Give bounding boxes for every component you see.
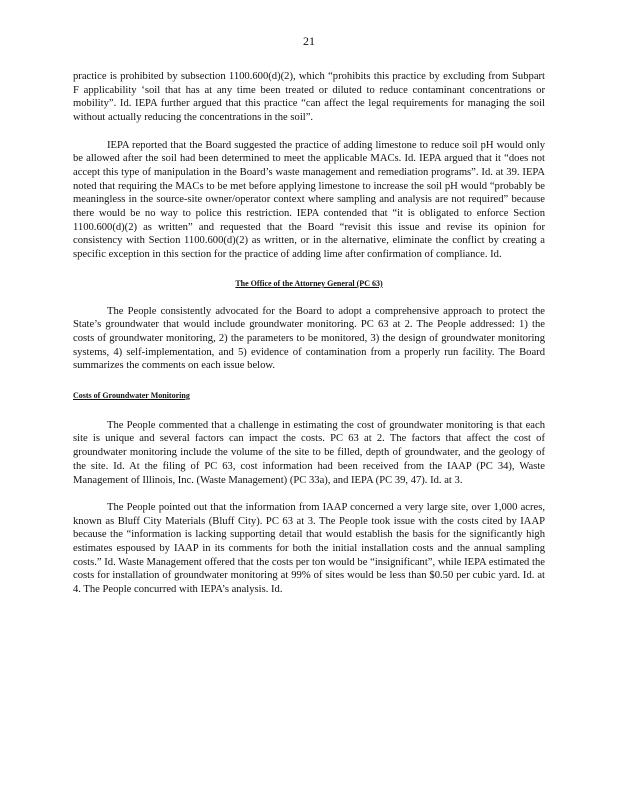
section-heading-attorney-general: The Office of the Attorney General (PC 63) [235,278,383,288]
paragraph-people-approach: The People consistently advocated for the Board to adopt a comprehensive approach to protect the State’s groundwater that would include groundwater monitoring. PC 63 at 2. The People addressed: 1) the costs of groundwater monitoring, 2) the parameters to be monitored, 3) the design of groundwater monitoring systems, 4) self-implementation, and 5) evidence of contamination from a properly run facility. The Board summarizes the comments on each issue below. [73,305,545,372]
paragraph-iepa-subsection: practice is prohibited by subsection 1100.600(d)(2), which “prohibits this practice by excluding from Subpart F applicability ‘soil that has at any time been treated or diluted to reduce contaminant concentrations or mobility”. Id. IEPA further argued that this practice “can affect the legal requirements for managing the soil without actually reducing the concentrations in the soil”. [73,71,545,124]
subsection-heading-costs: Costs of Groundwater Monitoring [73,391,190,401]
page-body [73,70,545,597]
paragraph-people-costs: The People commented that a challenge in estimating the cost of groundwater monitoring is that each site is unique and several factors can impact the costs. PC 63 at 2. The factors that affect the cost of groundwater monitoring include the volume of the site to be filled, depth of groundwater, and the geology of the site. Id. At the filing of PC 63, cost information had been received from the IAAP (PC 34), Waste Management of Illinois, Inc. (Waste Management) (PC 33a), and IEPA (PC 39, 47). Id. at 3. [73,419,545,486]
page-number: 21 [303,34,315,48]
paragraph-iepa-limestone: IEPA reported that the Board suggested the practice of adding limestone to reduce soil pH would only be allowed after the soil had been determined to meet the applicable MACs. Id. IEPA argued that it “does not accept this type of manipulation in the Board’s waste management and remediation programs”. Id. at 39. IEPA noted that requiring the MACs to be met before applying limestone to increase the soil pH would “probably be meaningless in the source-site owner/operator context where sampling and analysis are not required” because there would be no way to police this restriction. IEPA contended that “it is obligated to enforce Section 1100.600(d)(2) as written” and requested that the Board “revisit this issue and revise its opinion for consistency with Section 1100.600(d)(2) as written, or in the alternative, eliminate the conflict by creating a specific exception in this section for the practice of adding lime after confirmation of compliance. Id. [73,139,545,261]
paragraph-people-iaap: The People pointed out that the information from IAAP concerned a very large site, over 1,000 acres, known as Bluff City Materials (Bluff City). PC 63 at 3. The People took issue with the costs cited by IAAP because the “information is lacking supporting detail that would establish the basis for the significantly high estimates espoused by IAAP in its comments for both the initial installation costs and the annual sampling costs.” Id. Waste Management offered that the costs per ton would be “insignificant”, while IEPA estimated the costs for installation of groundwater monitoring at 99% of sites would be less than $0.50 per cubic yard. Id. at 4. The People concurred with IEPA’s analysis. Id. [73,501,545,596]
